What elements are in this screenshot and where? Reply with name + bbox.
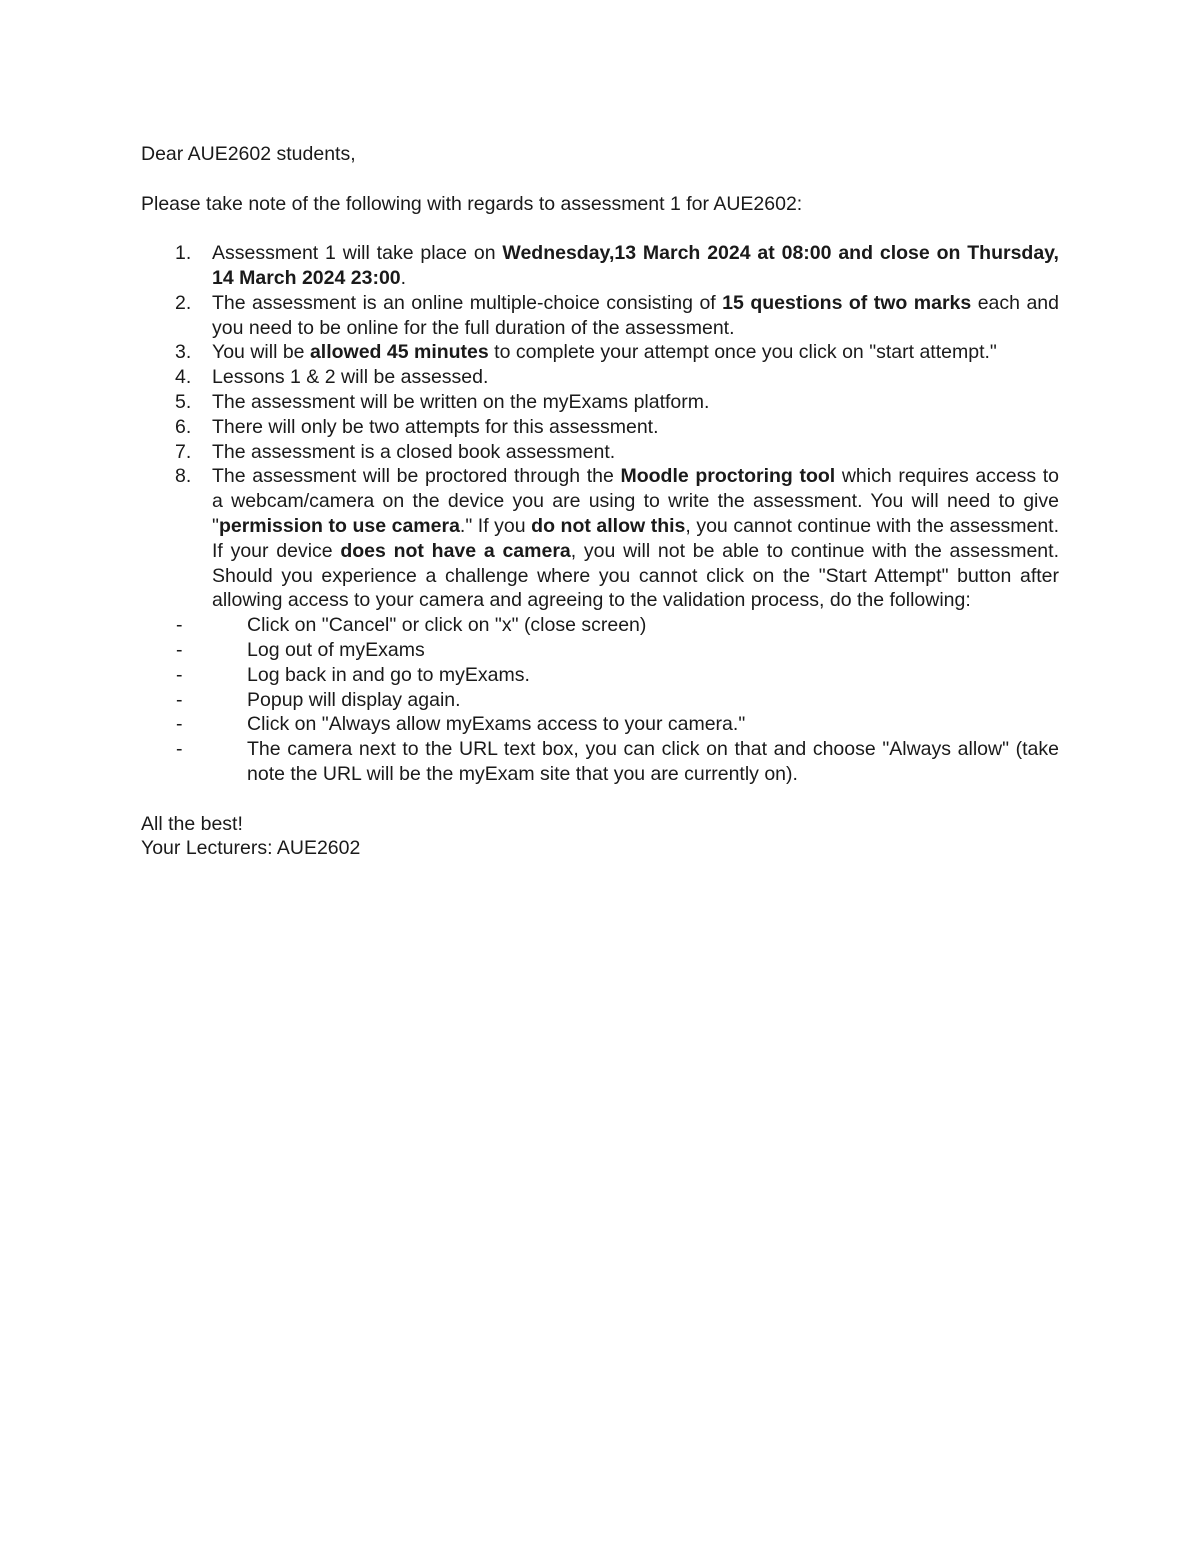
text-run: each and you need to be online for the full duration of the assessment. [212,291,1059,339]
list-item-number: 2. [175,291,192,314]
step-item [176,688,1059,713]
step-text: Log out of myExams [247,638,425,661]
list-item-number: 8. [175,465,192,488]
text-run: Assessment 1 will take place on [212,242,503,265]
list-item-text [212,366,488,388]
list-item-number: 3. [175,341,192,364]
emphasized-text: permission to use camera [218,514,460,537]
text-run: , you cannot continue with the assessment. If your device [212,514,1059,562]
step-text: Click on "Cancel" or click on "x" (close screen) [247,614,647,637]
emphasized-text: Wednesday,13 March 2024 at 08:00 and close on Thursday, 14 March 2024 23:00 [212,242,1059,289]
text-run: The assessment is an online multiple-choice consisting of [212,291,723,314]
emphasized-text: do not allow this [531,514,686,537]
step-item [176,613,1059,638]
emphasized-text: Moodle proctoring tool [620,465,836,488]
step-text: Log back in and go to myExams. [247,663,530,686]
list-item-text [212,341,997,363]
list-item-number: 6. [175,415,192,438]
text-run: You will be [212,341,310,364]
list-item [141,440,1059,465]
text-run: to complete your attempt once you click on "start attempt." [488,341,997,364]
list-item-number: 4. [175,366,192,389]
step-marker: - [176,688,183,711]
step-text: Click on "Always allow myExams access to your camera." [247,713,746,736]
list-item [141,365,1059,390]
intro-paragraph: Please take note of the following with regards to assessment 1 for AUE2602: [141,192,803,215]
greeting: Dear AUE2602 students, [141,143,356,165]
list-item-text [212,391,709,413]
step-text: Popup will display again. [247,688,461,711]
emphasized-text: does not have a camera [340,539,571,562]
list-item [141,464,1059,786]
text-run: The assessment will be proctored through the [212,465,621,488]
step-marker: - [176,738,183,761]
troubleshooting-steps [176,613,1059,787]
step-item [176,737,1059,787]
text-run: . [400,266,407,289]
step-marker: - [176,614,183,637]
list-item-number: 7. [175,440,192,463]
list-item-text [212,292,1059,339]
list-item [141,291,1059,341]
list-item [141,415,1059,440]
list-item-number: 1. [175,242,192,265]
text-run: Lessons 1 & 2 will be assessed. [212,366,489,389]
step-text: The camera next to the URL text box, you can click on that and choose "Always allow" (take note the URL will be the myExam site that you are currently on). [247,738,1059,785]
list-item [141,340,1059,365]
text-run: The assessment will be written on the myExams platform. [212,390,710,413]
list-item-text [212,441,615,463]
list-item-text [212,416,659,438]
step-item [176,712,1059,737]
list-item-text [212,242,1059,289]
step-marker: - [176,713,183,736]
text-run: which requires access to a webcam/camera on the device you are using to write the assessment. You will need to give " [212,465,1059,537]
step-marker: - [176,663,183,686]
step-marker: - [176,638,183,661]
emphasized-text: allowed 45 minutes [309,341,489,364]
text-run: The assessment is a closed book assessment. [212,440,616,463]
list-item-text [212,465,1059,611]
step-item [176,638,1059,663]
list-item [141,390,1059,415]
list-item [141,241,1059,291]
text-run: ." If you [459,514,532,537]
letter-body [141,142,1059,861]
text-run: There will only be two attempts for this assessment. [212,415,659,438]
assessment-notes-list [141,241,1059,787]
step-item [176,663,1059,688]
closing-line: All the best! [141,812,243,835]
signature-line: Your Lecturers: AUE2602 [141,837,361,860]
emphasized-text: 15 questions of two marks [722,291,972,314]
text-run: , you will not be able to continue with the assessment. Should you experience a challenge where you cannot click on the "Start Attempt" button after allowing access to your camera and agreeing to the validation process, do the following: [212,539,1059,612]
list-item-number: 5. [175,390,192,413]
